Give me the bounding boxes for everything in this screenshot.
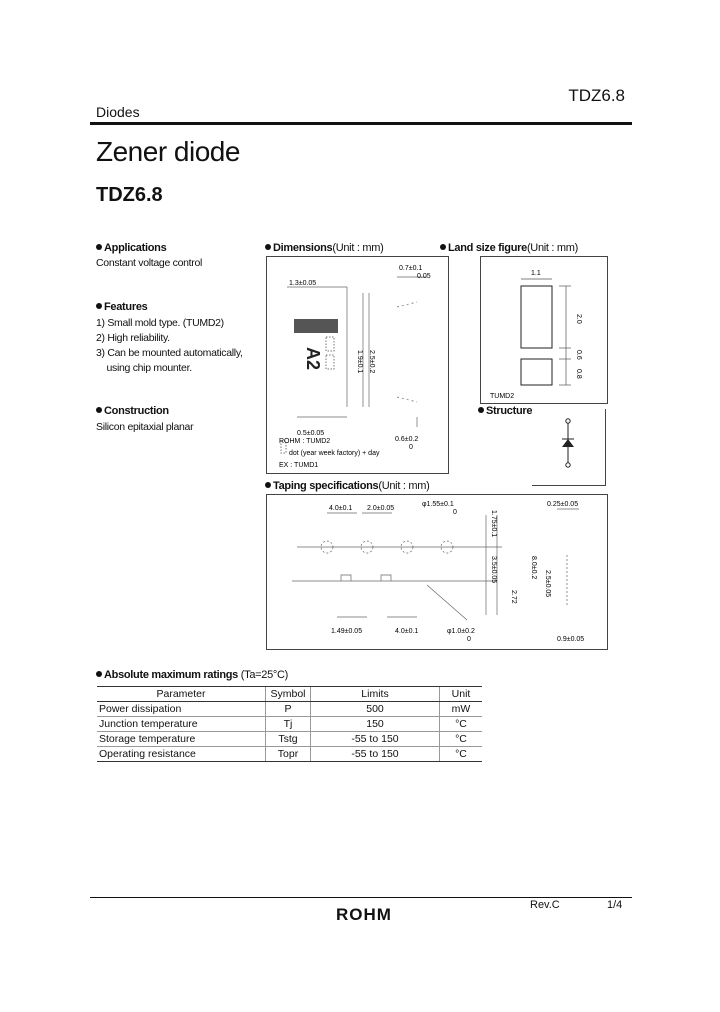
table-header-row [97,687,482,702]
column-header: Parameter [97,687,266,702]
table-row [97,747,482,762]
parameter-cell: Operating resistance [97,747,266,762]
feature-item: 3) Can be mounted automatically, [96,347,243,359]
symbol-cell: Tj [266,717,311,732]
dim-label: 0.7±0.1 [399,265,423,272]
bullet-icon [96,671,102,677]
dim-label: 1.3±0.05 [289,280,317,287]
tape-label: 1.75±0.1 [490,510,497,538]
dimensions-heading: Dimensions(Unit : mm) [265,242,383,254]
construction-text: Silicon epitaxial planar [96,421,194,433]
bullet-icon [440,244,446,250]
taping-drawing [267,495,607,649]
tape-label: 0 [467,636,471,643]
limits-cell: -55 to 150 [311,747,440,762]
table-row [97,717,482,732]
logo-text: ROHM [336,906,392,922]
revision-label: Rev.C [530,899,560,911]
limits-cell: -55 to 150 [311,732,440,747]
header-part-number: TDZ6.8 [568,86,625,105]
land-label: 2.0 [575,314,582,324]
tape-label: 4.0±0.1 [395,628,419,635]
land-size-heading: Land size figure(Unit : mm) [440,242,578,254]
bullet-icon [96,407,102,413]
page-number: 1/4 [607,899,623,911]
part-number: TDZ6.8 [96,184,163,206]
tape-label: 1.49±0.05 [331,628,363,635]
tape-label: 8.0±0.2 [530,556,537,580]
category-label: Diodes [96,104,140,120]
features-heading: Features [96,301,147,313]
parameter-cell: Power dissipation [97,702,266,717]
bullet-icon [96,244,102,250]
land-label: 1.1 [531,270,541,277]
zener-symbol-icon [532,409,605,485]
unit-cell: °C [440,747,483,762]
ratings-heading: Absolute maximum ratings (Ta=25°C) [96,669,288,681]
land-package-label: TUMD2 [490,393,515,400]
tape-label: 2.72 [510,590,517,604]
bullet-icon [265,482,271,488]
footer-rule [90,897,632,898]
page-title: Zener diode [96,136,240,167]
bullet-icon [265,244,271,250]
land-size-figure [480,256,608,404]
feature-item: using chip mounter. [96,362,192,374]
structure-heading: Structure [478,405,532,417]
applications-heading: Applications [96,242,166,254]
table-row [97,732,482,747]
rohm-package-label: ROHM : TUMD2 [279,438,331,445]
dim-label: 0.5±0.05 [297,430,325,437]
feature-item: 1) Small mold type. (TUMD2) [96,317,224,329]
symbol-cell: P [266,702,311,717]
feature-item: 2) High reliability. [96,332,170,344]
tape-label: 2.5±0.05 [544,570,551,598]
dimensions-drawing [267,257,448,473]
table-row [97,702,482,717]
applications-text: Constant voltage control [96,257,203,269]
unit-cell: °C [440,732,483,747]
tape-label: 0 [453,509,457,516]
land-label: 0.8 [575,369,582,379]
parameter-cell: Storage temperature [97,732,266,747]
structure-figure [532,409,606,486]
tape-label: φ1.0±0.2 [447,628,475,635]
tape-label: φ1.55±0.1 [422,501,454,508]
land-pad-top [521,286,552,348]
tape-label: 4.0±0.1 [329,505,353,512]
dim-label: 0 [409,444,413,451]
taping-figure [266,494,608,650]
marking-note: dot (year week factory) + day [289,450,380,457]
dim-label: 2.5±0.2 [368,350,375,374]
rohm-logo [330,906,398,922]
tape-label: 0.25±0.05 [547,501,579,508]
land-label: 0.6 [575,350,582,360]
dim-label: 1.9±0.1 [356,350,363,374]
features-list [96,316,243,376]
dim-label: 0.05 [417,273,431,280]
limits-cell: 150 [311,717,440,732]
unit-cell: mW [440,702,483,717]
land-size-drawing [481,257,607,403]
package-marking: A2 [303,347,323,371]
package-cathode-band [294,319,338,333]
taping-heading: Taping specifications(Unit : mm) [265,480,429,492]
column-header: Unit [440,687,483,702]
construction-heading: Construction [96,405,169,417]
parameter-cell: Junction temperature [97,717,266,732]
column-header: Limits [311,687,440,702]
tape-label: 0.9±0.05 [557,636,585,643]
ratings-table [97,686,482,762]
symbol-cell: Tstg [266,732,311,747]
eia-label: EX : TUMD1 [279,462,319,469]
header-rule [90,122,632,125]
unit-cell: °C [440,717,483,732]
bullet-icon [478,407,484,413]
dimensions-figure [266,256,449,474]
column-header: Symbol [266,687,311,702]
tape-label: 2.0±0.05 [367,505,395,512]
land-pad-bottom [521,359,552,385]
symbol-cell: Topr [266,747,311,762]
dim-label: 0.6±0.2 [395,436,419,443]
bullet-icon [96,303,102,309]
tape-label: 3.5±0.05 [490,556,497,584]
limits-cell: 500 [311,702,440,717]
